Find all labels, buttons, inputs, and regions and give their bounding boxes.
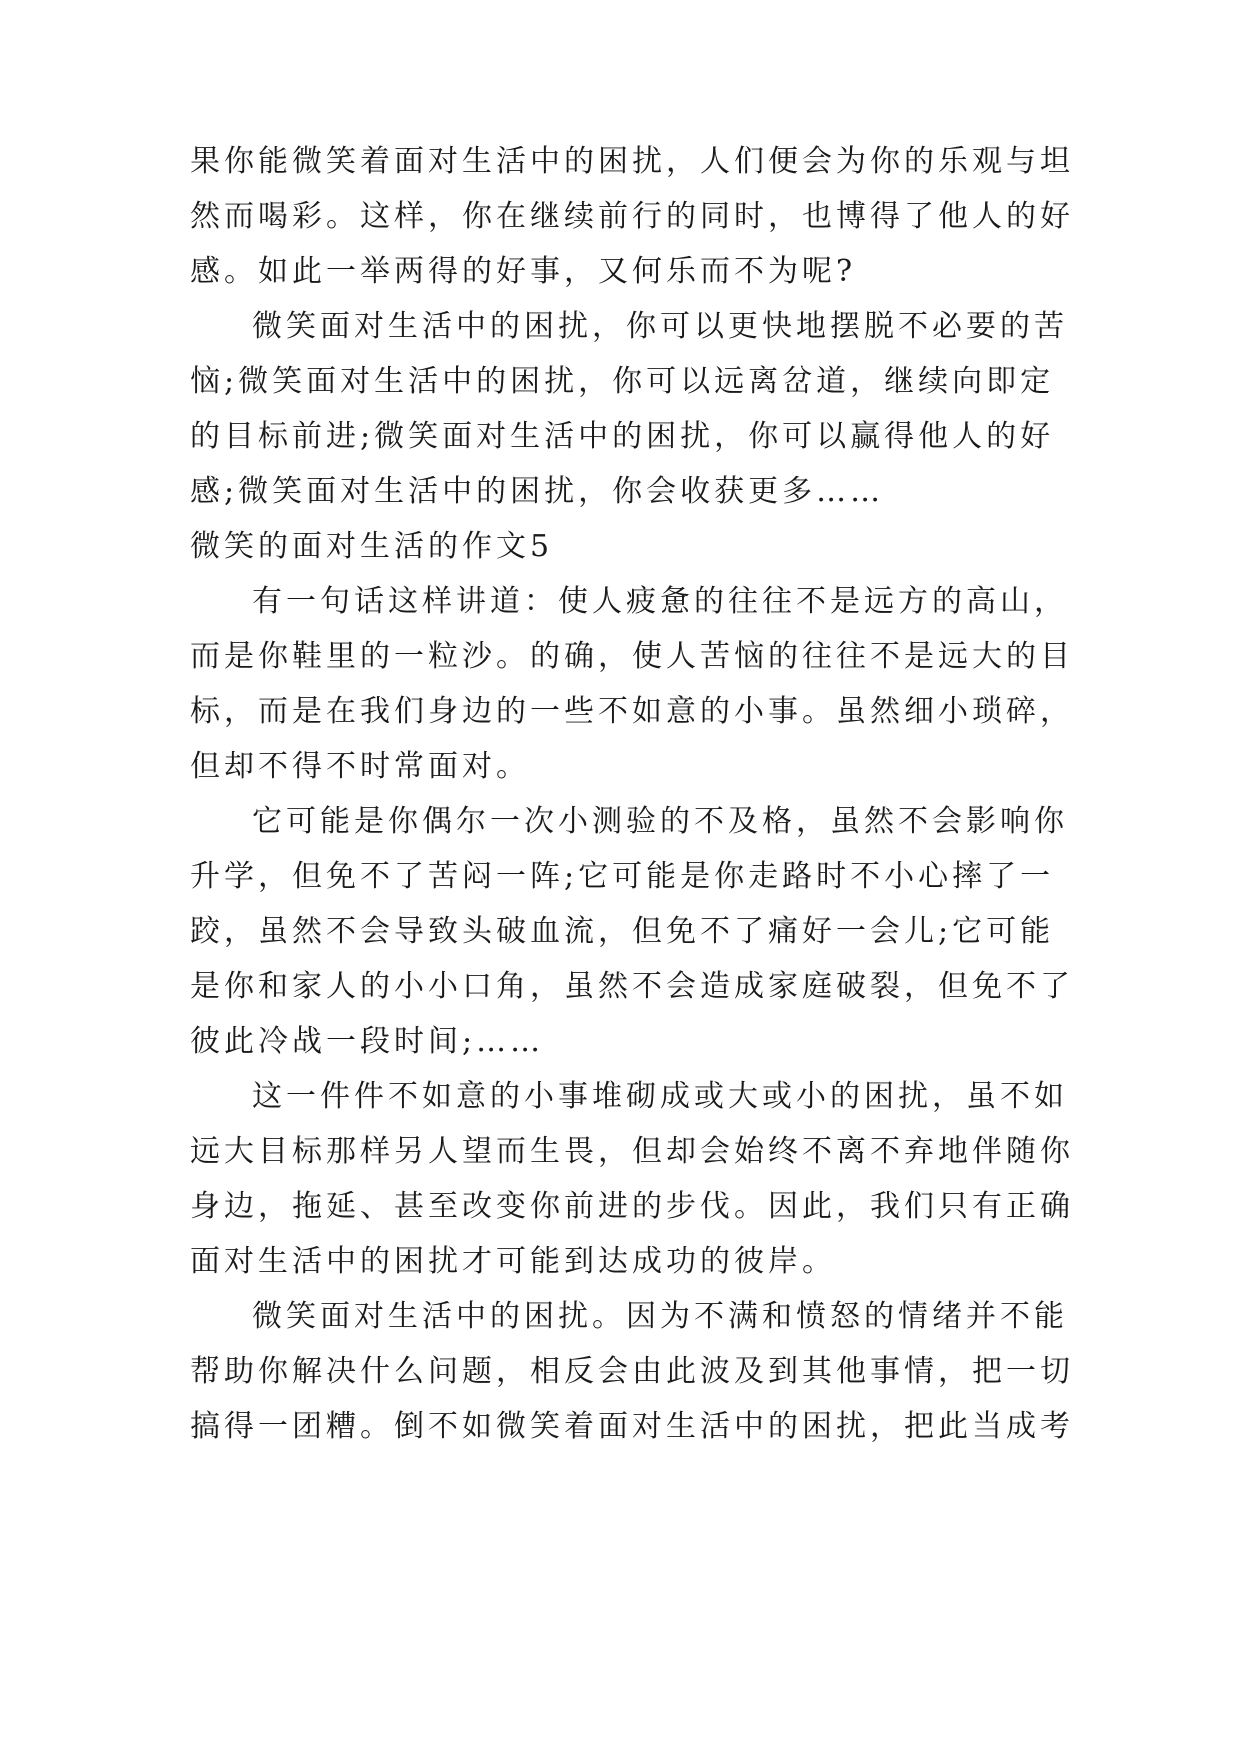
text-line: 感。如此一举两得的好事，又何乐而不为呢? [190,254,857,289]
paragraph-start-line: 微笑面对生活中的困扰。因为不满和愤怒的情绪并不能 [252,1299,1068,1334]
paragraph-start-line: 有一句话这样讲道：使人疲惫的往往不是远方的高山， [252,584,1068,619]
paragraph-start-line: 它可能是你偶尔一次小测验的不及格，虽然不会影响你 [252,804,1068,839]
text-line: 的目标前进;微笑面对生活中的困扰，你可以赢得他人的好 [190,419,1055,454]
text-line: 身边，拖延、甚至改变你前进的步伐。因此，我们只有正确 [190,1189,1074,1224]
text-line: 标，而是在我们身边的一些不如意的小事。虽然细小琐碎， [190,694,1074,729]
text-line: 跤，虽然不会导致头破血流，但免不了痛好一会儿;它可能 [190,914,1055,949]
paragraph-start-line: 微笑面对生活中的困扰，你可以更快地摆脱不必要的苦 [252,309,1068,344]
text-line: 帮助你解决什么问题，相反会由此波及到其他事情，把一切 [190,1354,1074,1389]
text-line: 恼;微笑面对生活中的困扰，你可以远离岔道，继续向即定 [190,364,1055,399]
text-line: 升学，但免不了苦闷一阵;它可能是你走路时不小心摔了一 [190,859,1055,894]
text-line: 然而喝彩。这样，你在继续前行的同时，也博得了他人的好 [190,199,1074,234]
text-line: 搞得一团糟。倒不如微笑着面对生活中的困扰，把此当成考 [190,1409,1074,1444]
text-line: 远大目标那样另人望而生畏，但却会始终不离不弃地伴随你 [190,1134,1074,1169]
text-line: 但却不得不时常面对。 [190,749,530,784]
text-line: 感;微笑面对生活中的困扰，你会收获更多…… [190,474,885,509]
paragraph-start-line: 这一件件不如意的小事堆砌成或大或小的困扰，虽不如 [252,1079,1068,1114]
text-line: 而是你鞋里的一粒沙。的确，使人苦恼的往往不是远大的目 [190,639,1074,674]
text-line: 是你和家人的小小口角，虽然不会造成家庭破裂，但免不了 [190,969,1074,1004]
section-title: 微笑的面对生活的作文5 [190,529,554,564]
text-line: 面对生活中的困扰才可能到达成功的彼岸。 [190,1244,836,1279]
text-line: 彼此冷战一段时间;…… [190,1024,545,1059]
text-line: 果你能微笑着面对生活中的困扰，人们便会为你的乐观与坦 [190,144,1074,179]
